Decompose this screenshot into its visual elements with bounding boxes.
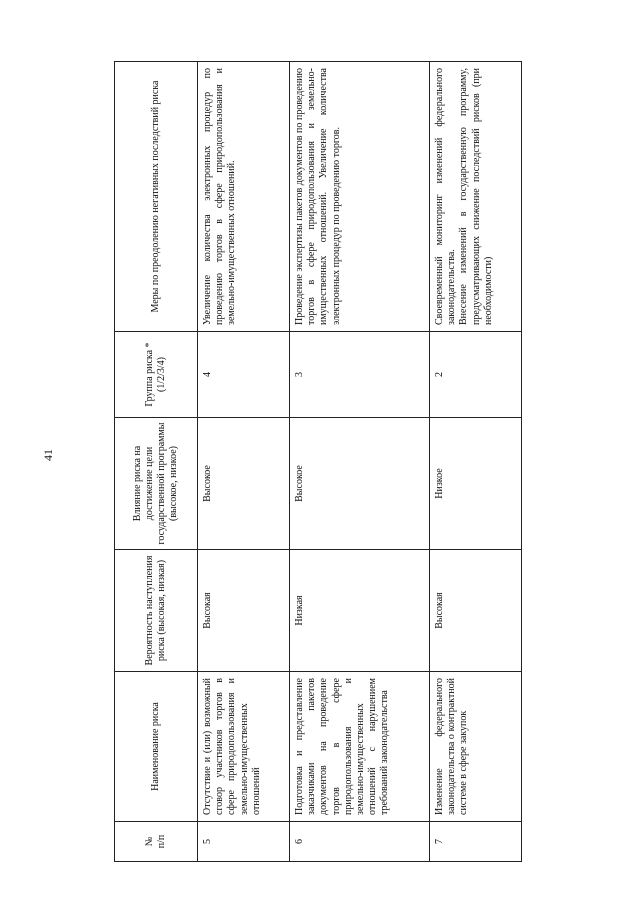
header-measures: Меры по преодолению негативных последствий риска xyxy=(115,62,198,332)
row-probability: Низкая xyxy=(289,550,429,672)
row-num: 5 xyxy=(198,822,290,862)
rotated-table-area xyxy=(114,62,522,862)
header-probability: Вероятность наступления риска (высокая, низкая) xyxy=(115,550,198,672)
table-row xyxy=(198,62,290,862)
row-probability: Высокая xyxy=(430,550,522,672)
header-impact: Влияние риска на достижение цели государственной программы (высокое, низкое) xyxy=(115,418,198,550)
row-measures: Проведение экспертизы пакетов документов по проведению торгов в сфере природопользования и земельно-имущественных отношений. Увеличение количества электронных процедур по проведению торгов. xyxy=(289,62,429,332)
header-num: № п/п xyxy=(115,822,198,862)
row-risk-name: Изменение федерального законодательства о контрактной системе в сфере закупок xyxy=(430,672,522,822)
row-risk-name: Подготовка и представление заказчиками пакетов документов на проведение торгов в сфере природопользования и земельно-имущественных отношений с нарушением требований законодательства xyxy=(289,672,429,822)
row-risk-name: Отсутствие и (или) возможный сговор участников торгов в сфере природопользования и земельно-имущественных отношений xyxy=(198,672,290,822)
header-risk-name: Наименование риска xyxy=(115,672,198,822)
row-probability: Высокая xyxy=(198,550,290,672)
row-num: 7 xyxy=(430,822,522,862)
row-impact: Высокое xyxy=(289,418,429,550)
row-measures: Увеличение количества электронных процедур по проведению торгов в сфере природопользования и земельно-имущественных отношений. xyxy=(198,62,290,332)
row-risk-group: 2 xyxy=(430,332,522,418)
row-risk-group: 3 xyxy=(289,332,429,418)
row-num: 6 xyxy=(289,822,429,862)
row-risk-group: 4 xyxy=(198,332,290,418)
risk-table xyxy=(114,61,522,862)
row-measures: Своевременный мониторинг изменений федерального законодательства. Внесение изменений в государственную программу, предусматривающих снижение последствий рисков (при необходимости) xyxy=(430,62,522,332)
page-number: 41 xyxy=(41,449,55,461)
table-row xyxy=(289,62,429,862)
row-impact: Высокое xyxy=(198,418,290,550)
table-header-row xyxy=(115,62,198,862)
risk-table-container xyxy=(114,62,522,862)
table-row xyxy=(430,62,522,862)
row-impact: Низкое xyxy=(430,418,522,550)
header-risk-group: Группа риска * (1/2/3/4) xyxy=(115,332,198,418)
